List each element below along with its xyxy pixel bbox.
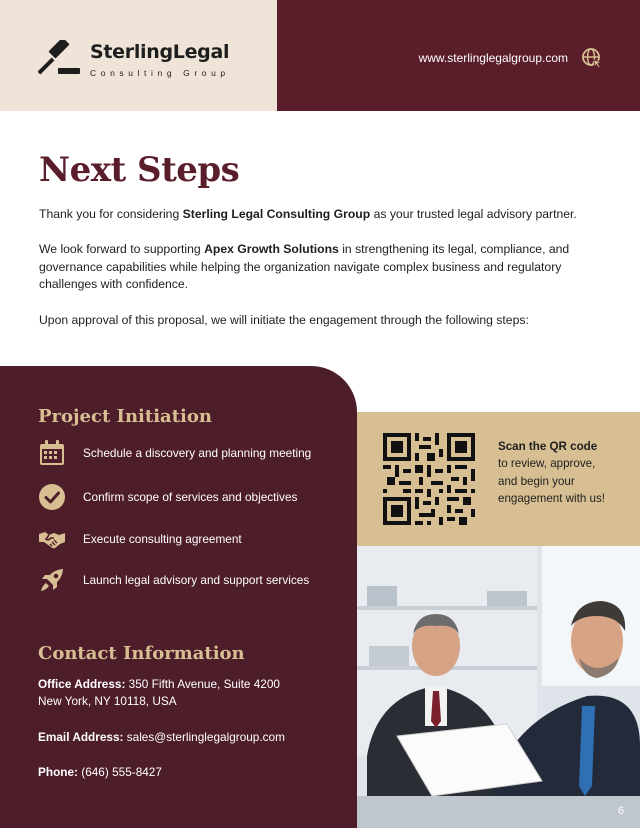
qr-instructions: Scan the QR code to review, approve, and begin your engagement with us!: [498, 440, 605, 505]
contact-title: Contact Information: [38, 643, 245, 664]
step-item: [38, 439, 338, 469]
intro-paragraph-3: Upon approval of this proposal, we will initiate the engagement through the following steps:: [39, 313, 529, 327]
step-label: Execute consulting agreement: [83, 532, 242, 546]
phone-number: Phone: (646) 555-8427: [38, 765, 162, 779]
steps-contact-panel: [0, 366, 357, 828]
phone-link[interactable]: (646) 555-8427: [77, 765, 162, 779]
step-item: [38, 525, 338, 555]
office-address: Office Address: 350 Fifth Avenue, Suite 4200 New York, NY 10118, USA: [38, 677, 280, 709]
project-initiation-title: Project Initiation: [38, 406, 212, 427]
handshake-icon: [38, 525, 66, 553]
email-address: Email Address: sales@sterlinglegalgroup.com: [38, 730, 285, 744]
brand-tagline: Consulting Group: [90, 68, 230, 78]
meeting-illustration: [357, 546, 640, 828]
step-label: Launch legal advisory and support services: [83, 573, 310, 587]
website-link[interactable]: www.sterlinglegalgroup.com: [418, 51, 568, 65]
step-label: Confirm scope of services and objectives: [83, 490, 298, 504]
page-number: 6: [618, 805, 625, 817]
globe-icon[interactable]: [581, 47, 603, 69]
email-link[interactable]: sales@sterlinglegalgroup.com: [123, 730, 285, 744]
check-circle-icon: [38, 483, 66, 511]
intro-paragraph-2: We look forward to supporting Apex Growth Solutions in strengthening its legal, compliance, and governance capabilities while helping the organization navigate complex business and regulatory challenges with confidence.: [39, 242, 570, 292]
qr-code[interactable]: [383, 433, 475, 525]
rocket-icon: [38, 566, 66, 594]
step-label: Schedule a discovery and planning meeting: [83, 446, 312, 460]
calendar-icon: [38, 439, 66, 467]
step-item: [38, 566, 338, 596]
gavel-icon: [38, 40, 82, 78]
intro-paragraph-1: Thank you for considering Sterling Legal Consulting Group as your trusted legal advisory partner.: [39, 207, 577, 221]
page-title: Next Steps: [39, 150, 240, 190]
meeting-photo: [357, 546, 640, 828]
brand-name: SterlingLegal: [90, 41, 230, 63]
step-item: [38, 483, 338, 513]
